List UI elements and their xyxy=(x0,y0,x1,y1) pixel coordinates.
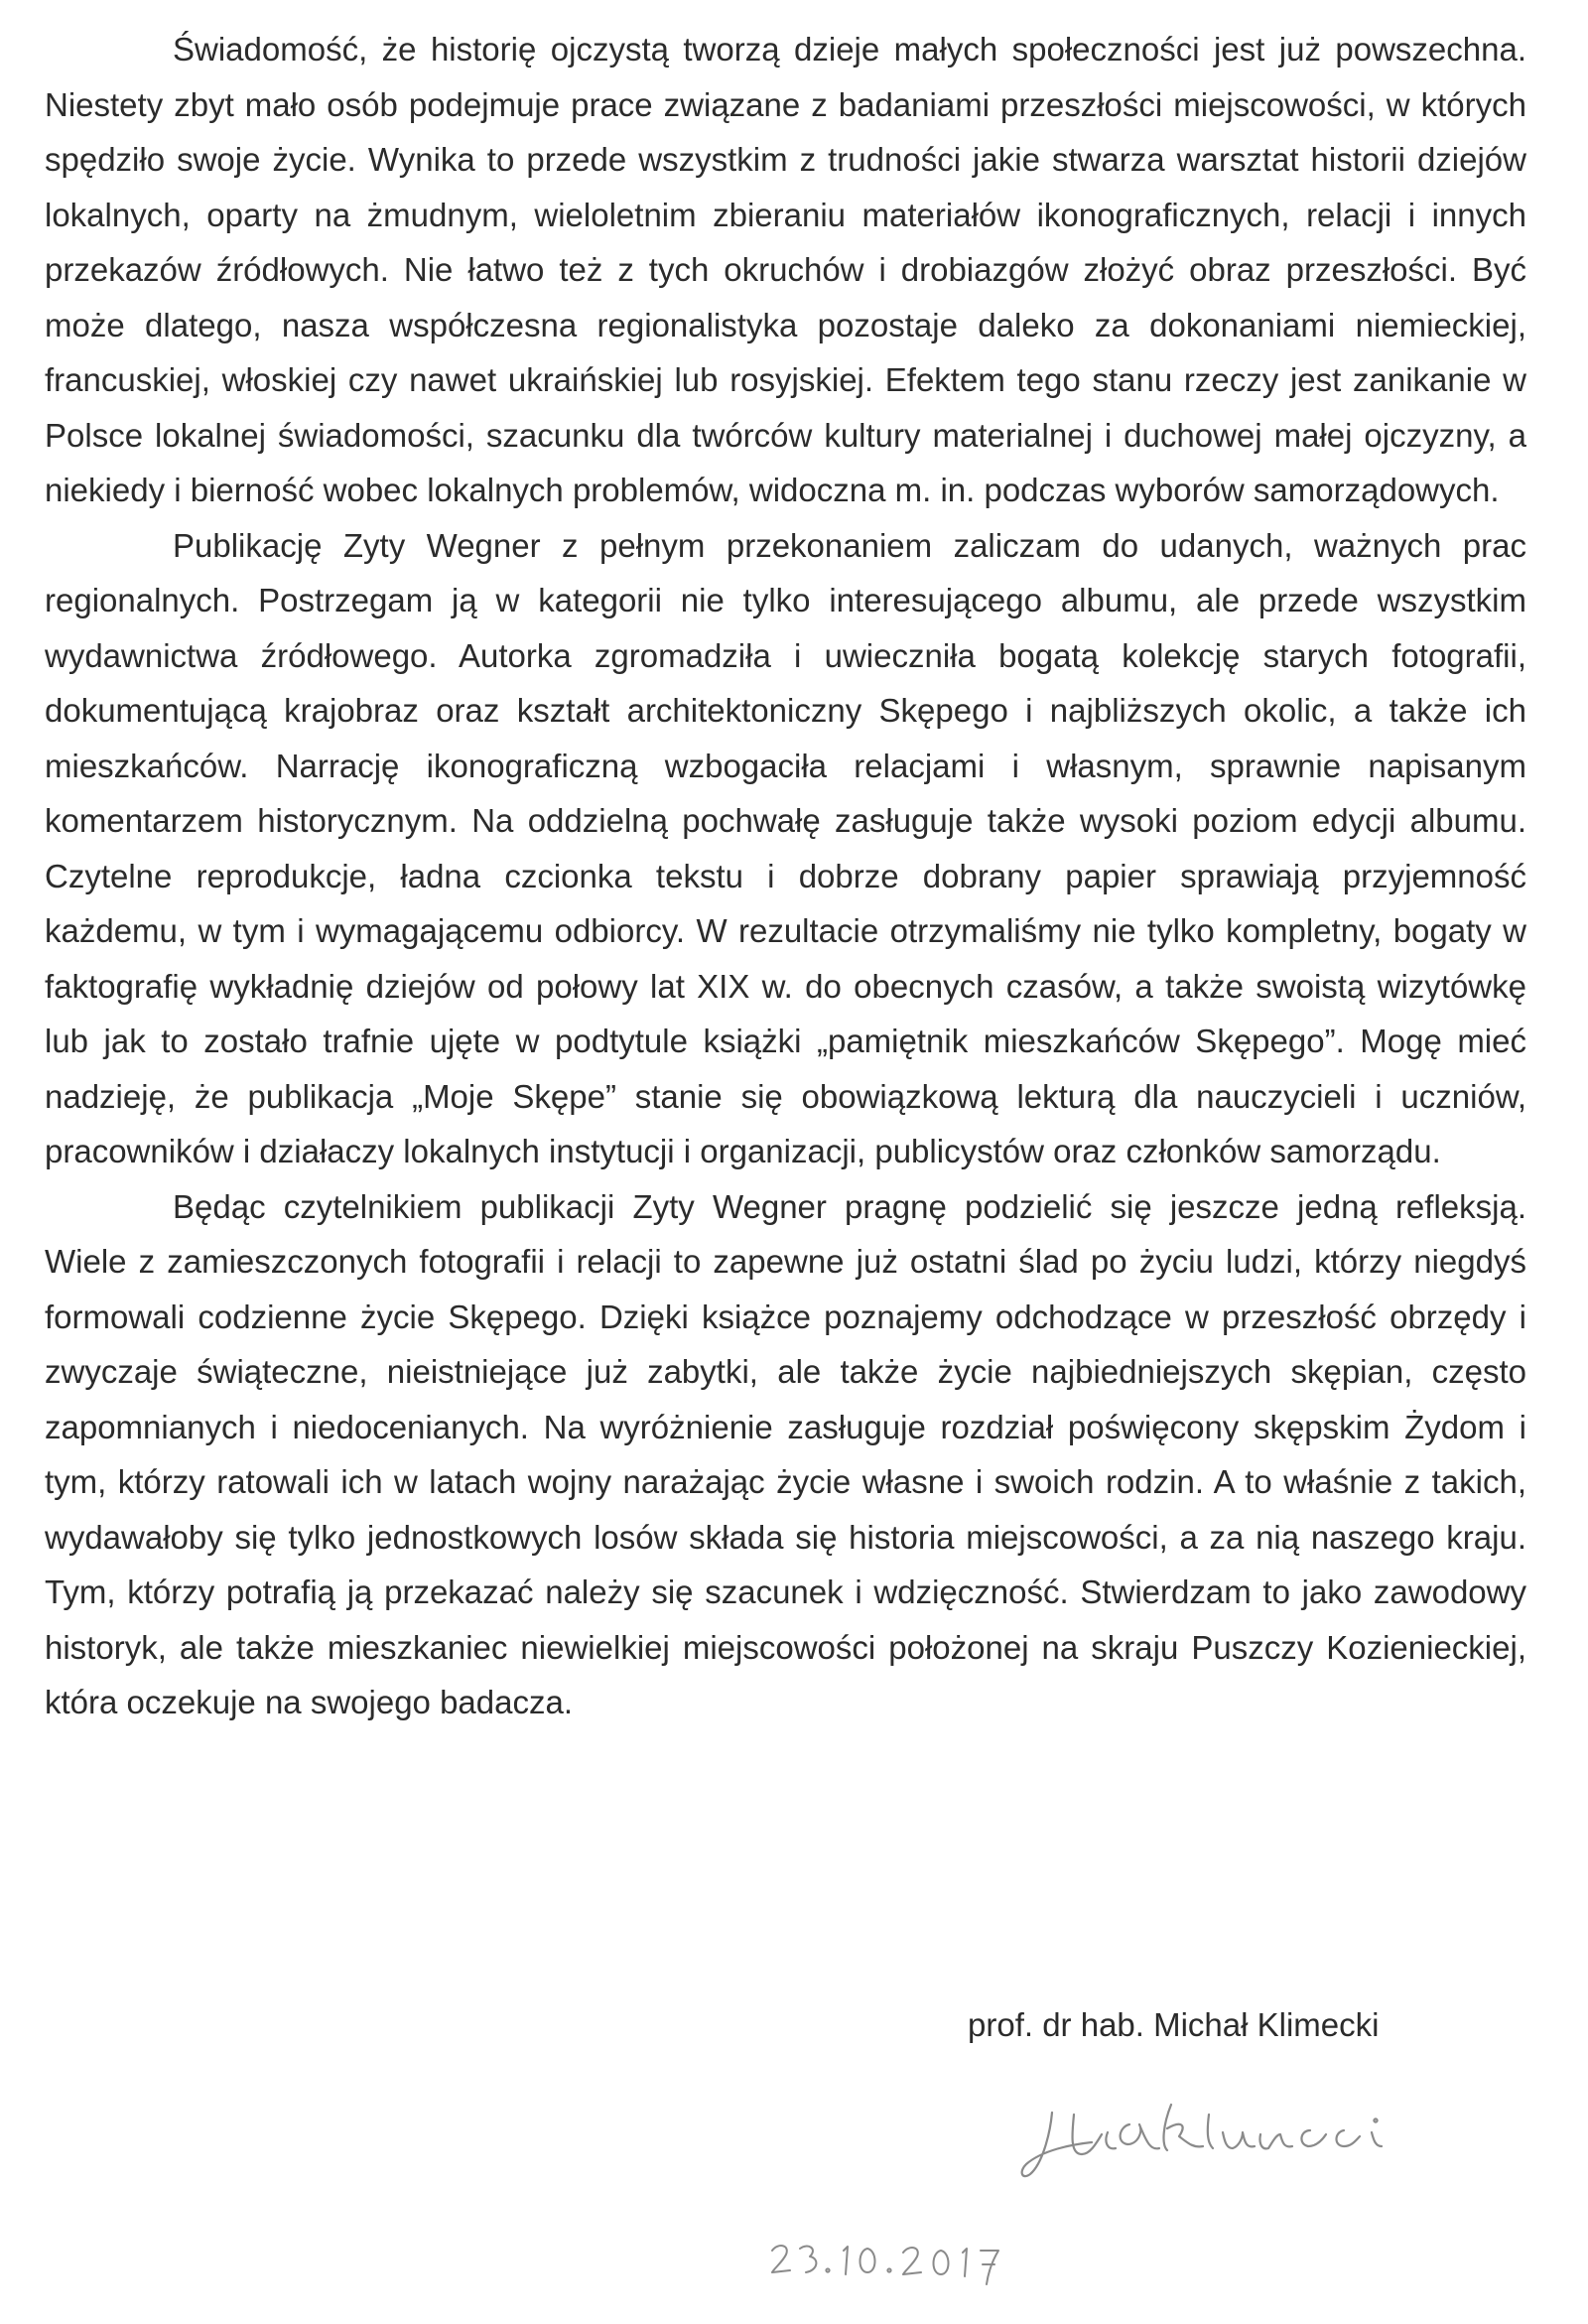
paragraph-2: Publikację Zyty Wegner z pełnym przekonaniem zaliczam do udanych, ważnych prac regionalnych. Postrzegam ją w kategorii nie tylko interesującego albumu, ale przede wszystkim wydawnictwa źródłowego. Autorka zgromadziła i uwieczniła bogatą kolekcję starych fotografii, dokumentującą krajobraz oraz kształt architektoniczny Skępego i najbliższych okolic, a także ich mieszkańców. Narrację ikonograficzną wzbogaciła relacjami i własnym, sprawnie napisanym komentarzem historycznym. Na oddzielną pochwałę zasługuje także wysoki poziom edycji albumu. Czytelne reprodukcje, ładna czcionka tekstu i dobrze dobrany papier sprawiają przyjemność każdemu, w tym i wymagającemu odbiorcy. W rezultacie otrzymaliśmy nie tylko kompletny, bogaty w faktografię wykładnię dziejów od połowy lat XIX w. do obecnych czasów, a także swoistą wizytówkę lub jak to zostało trafnie ujęte w podtytule książki „pamiętnik mieszkańców Skępego”. Mogę mieć nadzieję, że publikacja „Moje Skępe” stanie się obowiązkową lekturą dla nauczycieli i uczniów, pracowników i działaczy lokalnych instytucji i organizacji, publicystów oraz członków samorządu. xyxy=(45,526,1526,1169)
paragraph-1: Świadomość, że historię ojczystą tworzą dzieje małych społeczności jest już powszechna. Niestety zbyt mało osób podejmuje prace związane z badaniami przeszłości miejscowości, w których spędziło swoje życie. Wynika to przede wszystkim z trudności jakie stwarza warsztat historii dziejów lokalnych, oparty na żmudnym, wieloletnim zbieraniu materiałów ikonograficznych, relacji i innych przekazów źródłowych. Nie łatwo też z tych okruchów i drobiazgów złożyć obraz przeszłości. Być może dlatego, nasza współczesna regionalistyka pozostaje daleko za dokonaniami niemieckiej, francuskiej, włoskiej czy nawet ukraińskiej lub rosyjskiej. Efektem tego stanu rzeczy jest zanikanie w Polsce lokalnej świadomości, szacunku dla twórców kultury materialnej i duchowej małej ojczyzny, a niekiedy i bierność wobec lokalnych problemów, widoczna m. in. podczas wyborów samorządowych. xyxy=(45,31,1526,508)
handwritten-signature xyxy=(1012,2085,1509,2194)
author-name: prof. dr hab. Michał Klimecki xyxy=(968,2006,1380,2043)
letter-body xyxy=(45,22,1526,1730)
paragraph-3: Będąc czytelnikiem publikacji Zyty Wegner pragnę podzielić się jeszcze jedną refleksją. Wiele z zamieszczonych fotografii i relacji to zapewne już ostatni ślad po życiu ludzi, którzy niegdyś formowali codzienne życie Skępego. Dzięki książce poznajemy odchodzące w przeszłość obrzędy i zwyczaje świąteczne, nieistniejące już zabytki, ale także życie najbiedniejszych skępian, często zapomnianych i niedocenianych. Na wyróżnienie zasługuje rozdział poświęcony skępskim Żydom i tym, którzy ratowali ich w latach wojny narażając życie własne i swoich rodzin. A to właśnie z takich, wydawałoby się tylko jednostkowych losów składa się historia miejscowości, a za nią naszego kraju. Tym, którzy potrafią ją przekazać należy się szacunek i wdzięczność. Stwierdzam to jako zawodowy historyk, ale także mieszkaniec niewielkiej miejscowości położonej na skraju Puszczy Kozienieckiej, która oczekuje na swojego badacza. xyxy=(45,1187,1526,1720)
handwritten-date xyxy=(764,2229,1032,2298)
